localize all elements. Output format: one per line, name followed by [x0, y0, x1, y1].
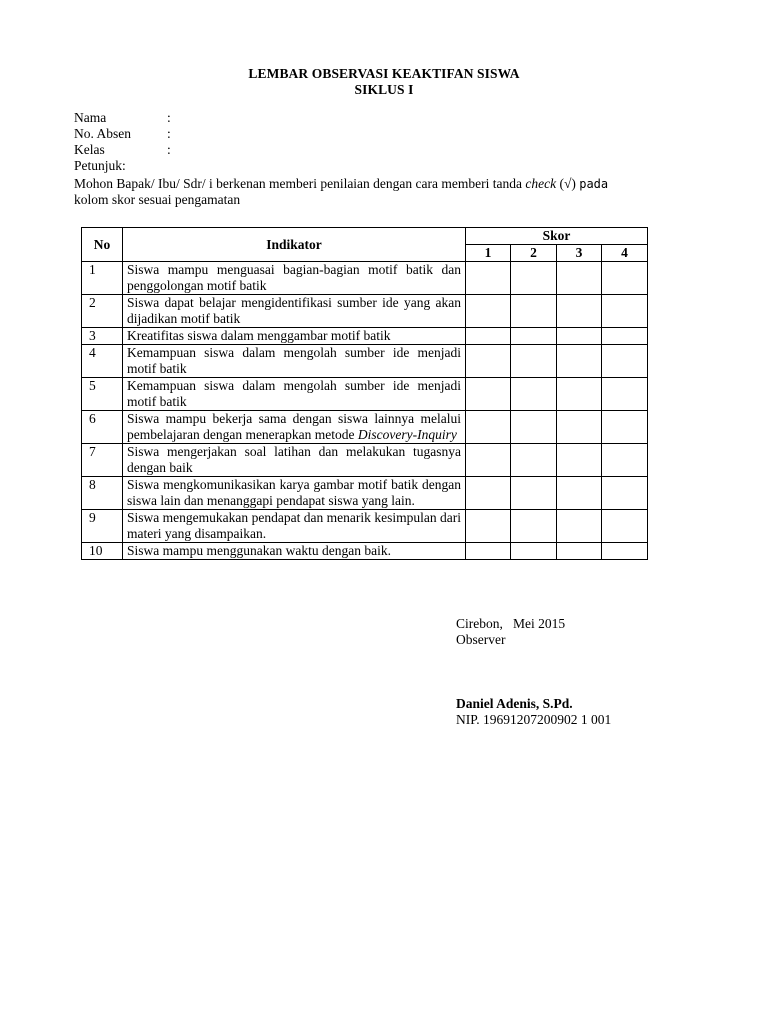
identity-kelas-label: Kelas	[74, 142, 105, 157]
score-cell-4[interactable]	[602, 444, 648, 477]
identity-name-colon: :	[167, 110, 171, 125]
table-row	[82, 477, 648, 510]
score-header-4: 4	[602, 245, 648, 262]
score-cell-1[interactable]	[466, 295, 511, 328]
score-cell-2[interactable]	[511, 444, 557, 477]
score-cell-3[interactable]	[557, 328, 602, 345]
document-subtitle: SIKLUS I	[354, 82, 414, 97]
instructions-heading: Petunjuk:	[74, 158, 126, 173]
table-row	[82, 378, 648, 411]
score-cell-3[interactable]	[557, 295, 602, 328]
signature-nip: NIP. 19691207200902 1 001	[456, 712, 612, 727]
score-cell-4[interactable]	[602, 543, 648, 560]
row-number: 10	[82, 543, 123, 560]
row-indicator: Siswa dapat belajar mengidentifikasi sumber ide yang akan dijadikan motif batik	[123, 295, 466, 328]
score-cell-1[interactable]	[466, 411, 511, 444]
score-cell-4[interactable]	[602, 510, 648, 543]
instructions-line-2: kolom skor sesuai pengamatan	[74, 192, 241, 207]
row-indicator: Kemampuan siswa dalam mengolah sumber ide menjadi motif batik	[123, 345, 466, 378]
row-indicator: Siswa mengkomunikasikan karya gambar motif batik dengan siswa lain dan menanggapi pendapat siswa yang lain.	[123, 477, 466, 510]
score-cell-3[interactable]	[557, 378, 602, 411]
score-cell-4[interactable]	[602, 477, 648, 510]
score-cell-4[interactable]	[602, 262, 648, 295]
score-cell-3[interactable]	[557, 510, 602, 543]
column-header-no: No	[82, 228, 123, 262]
identity-kelas-colon: :	[167, 142, 171, 157]
score-cell-4[interactable]	[602, 328, 648, 345]
score-cell-4[interactable]	[602, 411, 648, 444]
score-cell-3[interactable]	[557, 345, 602, 378]
row-number: 8	[82, 477, 123, 510]
row-number: 4	[82, 345, 123, 378]
document-title: LEMBAR OBSERVASI KEAKTIFAN SISWA	[248, 66, 520, 81]
score-cell-2[interactable]	[511, 543, 557, 560]
score-cell-1[interactable]	[466, 345, 511, 378]
instructions-line-1	[74, 176, 714, 192]
score-cell-1[interactable]	[466, 444, 511, 477]
instructions-pada-word: pada	[579, 177, 609, 191]
score-cell-3[interactable]	[557, 411, 602, 444]
signature-name: Daniel Adenis, S.Pd.	[456, 696, 573, 711]
identity-kelas-row	[74, 142, 714, 158]
observation-table	[81, 227, 648, 560]
identity-fields	[74, 110, 714, 174]
table-row	[82, 411, 648, 444]
signature-role: Observer	[456, 632, 506, 647]
score-header-2: 2	[511, 245, 557, 262]
table-row	[82, 444, 648, 477]
score-header-1: 1	[466, 245, 511, 262]
row-number: 3	[82, 328, 123, 345]
score-cell-4[interactable]	[602, 378, 648, 411]
table-header-row	[82, 228, 648, 245]
identity-absen-row	[74, 126, 714, 142]
score-cell-2[interactable]	[511, 411, 557, 444]
row-number: 5	[82, 378, 123, 411]
row-indicator: Kreatifitas siswa dalam menggambar motif batik	[123, 328, 466, 345]
identity-absen-label: No. Absen	[74, 126, 131, 141]
score-cell-4[interactable]	[602, 345, 648, 378]
instructions-check-word: check	[525, 176, 557, 191]
table-row	[82, 543, 648, 560]
instructions-text	[74, 176, 714, 208]
score-cell-3[interactable]	[557, 543, 602, 560]
score-cell-3[interactable]	[557, 444, 602, 477]
score-cell-4[interactable]	[602, 295, 648, 328]
signature-block	[456, 616, 736, 728]
identity-absen-colon: :	[167, 126, 171, 141]
row-indicator: Kemampuan siswa dalam mengolah sumber ide menjadi motif batik	[123, 378, 466, 411]
row-indicator: Siswa mampu menguasai bagian-bagian motif batik dan penggolongan motif batik	[123, 262, 466, 295]
table-row	[82, 262, 648, 295]
instructions-text-before: Mohon Bapak/ Ibu/ Sdr/ i berkenan memberi penilaian dengan cara memberi tanda	[74, 176, 526, 191]
score-cell-3[interactable]	[557, 262, 602, 295]
score-cell-2[interactable]	[511, 262, 557, 295]
row-indicator: Siswa mengerjakan soal latihan dan melakukan tugasnya dengan baik	[123, 444, 466, 477]
score-cell-1[interactable]	[466, 262, 511, 295]
score-cell-3[interactable]	[557, 477, 602, 510]
row-number: 9	[82, 510, 123, 543]
row-number: 2	[82, 295, 123, 328]
table-row	[82, 345, 648, 378]
score-cell-2[interactable]	[511, 510, 557, 543]
row-indicator: Siswa mampu bekerja sama dengan siswa lainnya melalui pembelajaran dengan menerapkan metode Discovery-Inquiry	[123, 411, 466, 444]
score-cell-1[interactable]	[466, 328, 511, 345]
row-indicator: Siswa mengemukakan pendapat dan menarik kesimpulan dari materi yang disampaikan.	[123, 510, 466, 543]
score-cell-2[interactable]	[511, 477, 557, 510]
column-header-indikator: Indikator	[123, 228, 466, 262]
table-row	[82, 510, 648, 543]
signature-place-date: Cirebon, Mei 2015	[456, 616, 566, 631]
score-cell-2[interactable]	[511, 328, 557, 345]
score-cell-1[interactable]	[466, 378, 511, 411]
row-indicator: Siswa mampu menggunakan waktu dengan baik.	[123, 543, 466, 560]
score-cell-2[interactable]	[511, 295, 557, 328]
table-row	[82, 295, 648, 328]
row-number: 1	[82, 262, 123, 295]
score-header-3: 3	[557, 245, 602, 262]
identity-name-row	[74, 110, 714, 126]
check-mark-icon: (√)	[556, 176, 580, 191]
row-number: 7	[82, 444, 123, 477]
score-cell-1[interactable]	[466, 543, 511, 560]
score-cell-1[interactable]	[466, 477, 511, 510]
score-cell-2[interactable]	[511, 345, 557, 378]
column-header-skor: Skor	[466, 228, 648, 245]
score-cell-2[interactable]	[511, 378, 557, 411]
instructions-heading-row	[74, 158, 714, 174]
row-number: 6	[82, 411, 123, 444]
identity-name-label: Nama	[74, 110, 107, 125]
table-row	[82, 328, 648, 345]
score-cell-1[interactable]	[466, 510, 511, 543]
